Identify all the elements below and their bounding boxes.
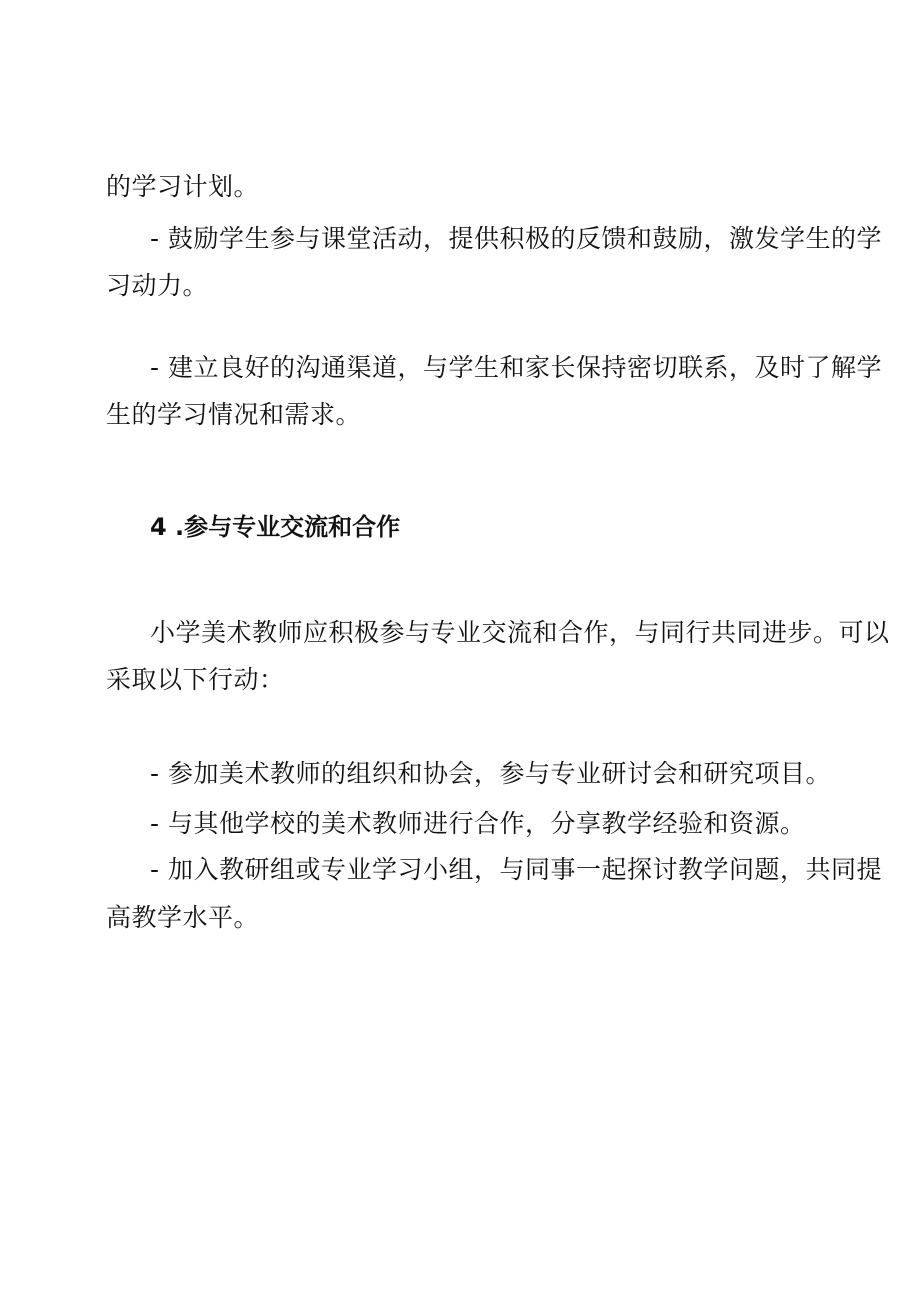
bullet-encourage-line-1: - 鼓励学生参与课堂活动，提供积极的反馈和鼓励，激发学生的学 bbox=[150, 224, 882, 253]
intro-line-1: 小学美术教师应积极参与专业交流和合作，与同行共同进步。可以 bbox=[150, 618, 890, 647]
bullet-cooperation: - 与其他学校的美术教师进行合作，分享教学经验和资源。 bbox=[150, 809, 806, 838]
section-heading: 4 .参与专业交流和合作 bbox=[150, 513, 401, 541]
intro-line-2: 采取以下行动： bbox=[106, 665, 285, 694]
bullet-communication-line-2: 生的学习情况和需求。 bbox=[106, 400, 362, 429]
paragraph-continuation: 的学习计划。 bbox=[106, 172, 260, 201]
bullet-communication-line-1: - 建立良好的沟通渠道，与学生和家长保持密切联系，及时了解学 bbox=[150, 353, 882, 382]
bullet-encourage-line-2: 习动力。 bbox=[106, 271, 209, 300]
bullet-research-group-line-2: 高教学水平。 bbox=[106, 903, 260, 932]
bullet-research-group-line-1: - 加入教研组或专业学习小组，与同事一起探讨教学问题，共同提 bbox=[150, 855, 882, 884]
bullet-associations: - 参加美术教师的组织和协会，参与专业研讨会和研究项目。 bbox=[150, 759, 831, 788]
